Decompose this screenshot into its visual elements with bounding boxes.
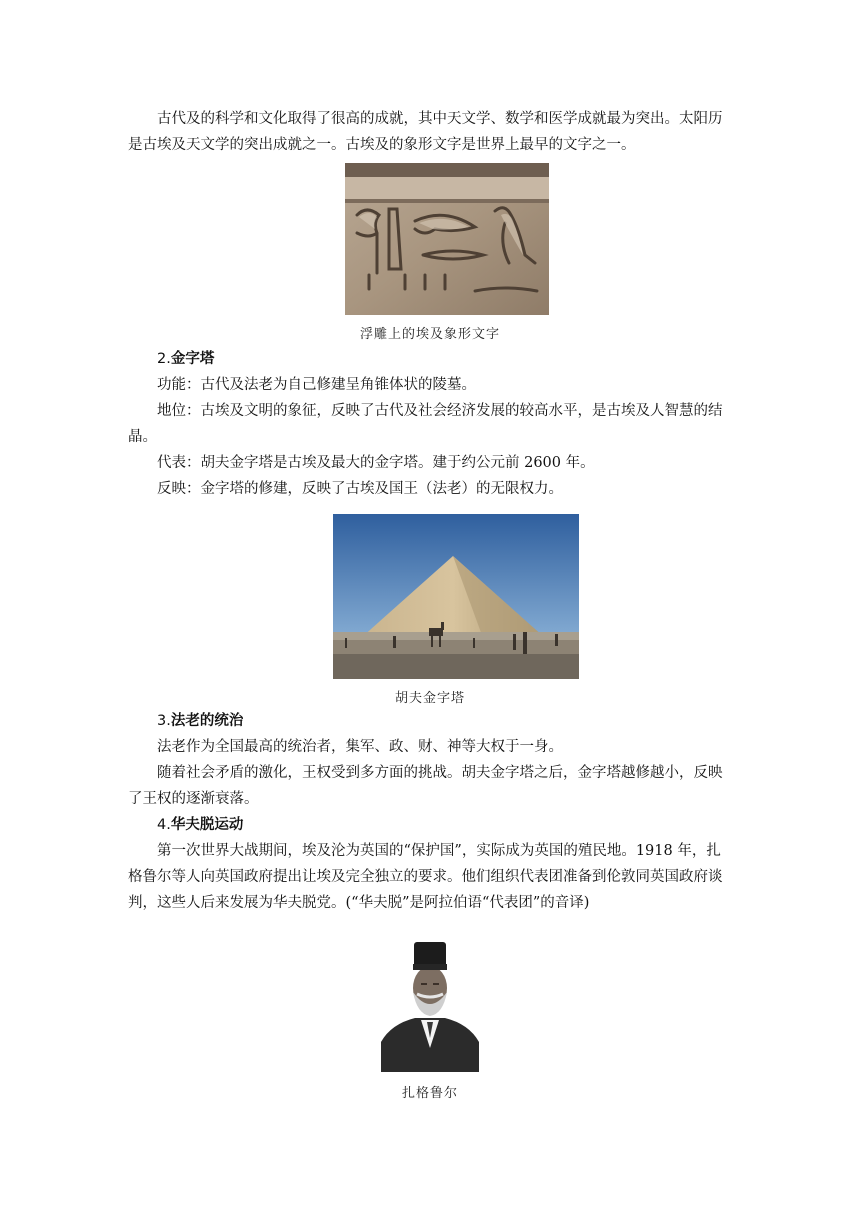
- section3-number: 3.: [157, 713, 171, 729]
- section2-item-representative: 代表：胡夫金字塔是古埃及最大的金字塔。建于约公元前 2600 年。: [157, 455, 595, 471]
- section2-heading: [128, 346, 734, 372]
- section4-item-wafd: 第一次世界大战期间，埃及沦为英国的“保护国”，实际成为英国的殖民地。1918 年，扎格鲁尔等人向英国政府提出让埃及完全独立的要求。他们组织代表团准备到伦敦同英国政府谈判，这些人后来发展为华夫脱党。(“华夫脱”是阿拉伯语“代表团”的音译): [128, 843, 723, 911]
- section2-item-function: 功能：古代及法老为自己修建呈角锥体状的陵墓。: [157, 377, 476, 393]
- zaghlul-portrait-image: [381, 938, 479, 1072]
- section2-title: 金字塔: [170, 351, 215, 367]
- section2-number: 2.: [157, 351, 171, 367]
- section3-item-pharaoh-power: 法老作为全国最高的统治者，集军、政、财、神等大权于一身。: [157, 739, 563, 755]
- pyramid-image: [333, 514, 579, 679]
- portrait-caption: 扎格鲁尔: [401, 1086, 458, 1101]
- section4-number: 4.: [157, 817, 171, 833]
- section3-heading: [128, 708, 734, 734]
- hieroglyph-relief-image: [345, 163, 549, 315]
- section2-item-status: 地位：古埃及文明的象征，反映了古代及社会经济发展的较高水平，是古埃及人智慧的结晶。: [128, 403, 723, 445]
- section4-title: 华夫脱运动: [170, 817, 244, 833]
- section4-heading: [128, 812, 734, 838]
- section2-item-reflection: 反映：金字塔的修建，反映了古埃及国王（法老）的无限权力。: [157, 481, 563, 497]
- hieroglyph-caption: 浮雕上的埃及象形文字: [359, 327, 500, 342]
- section3-title: 法老的统治: [170, 713, 244, 729]
- intro-paragraph: 古代及的科学和文化取得了很高的成就，其中天文学、数学和医学成就最为突出。太阳历是古埃及天文学的突出成就之一。古埃及的象形文字是世界上最早的文字之一。: [128, 111, 723, 153]
- pyramid-caption: 胡夫金字塔: [394, 691, 465, 706]
- section3-item-decline: 随着社会矛盾的激化，王权受到多方面的挑战。胡夫金字塔之后，金字塔越修越小，反映了王权的逐渐衰落。: [128, 765, 723, 807]
